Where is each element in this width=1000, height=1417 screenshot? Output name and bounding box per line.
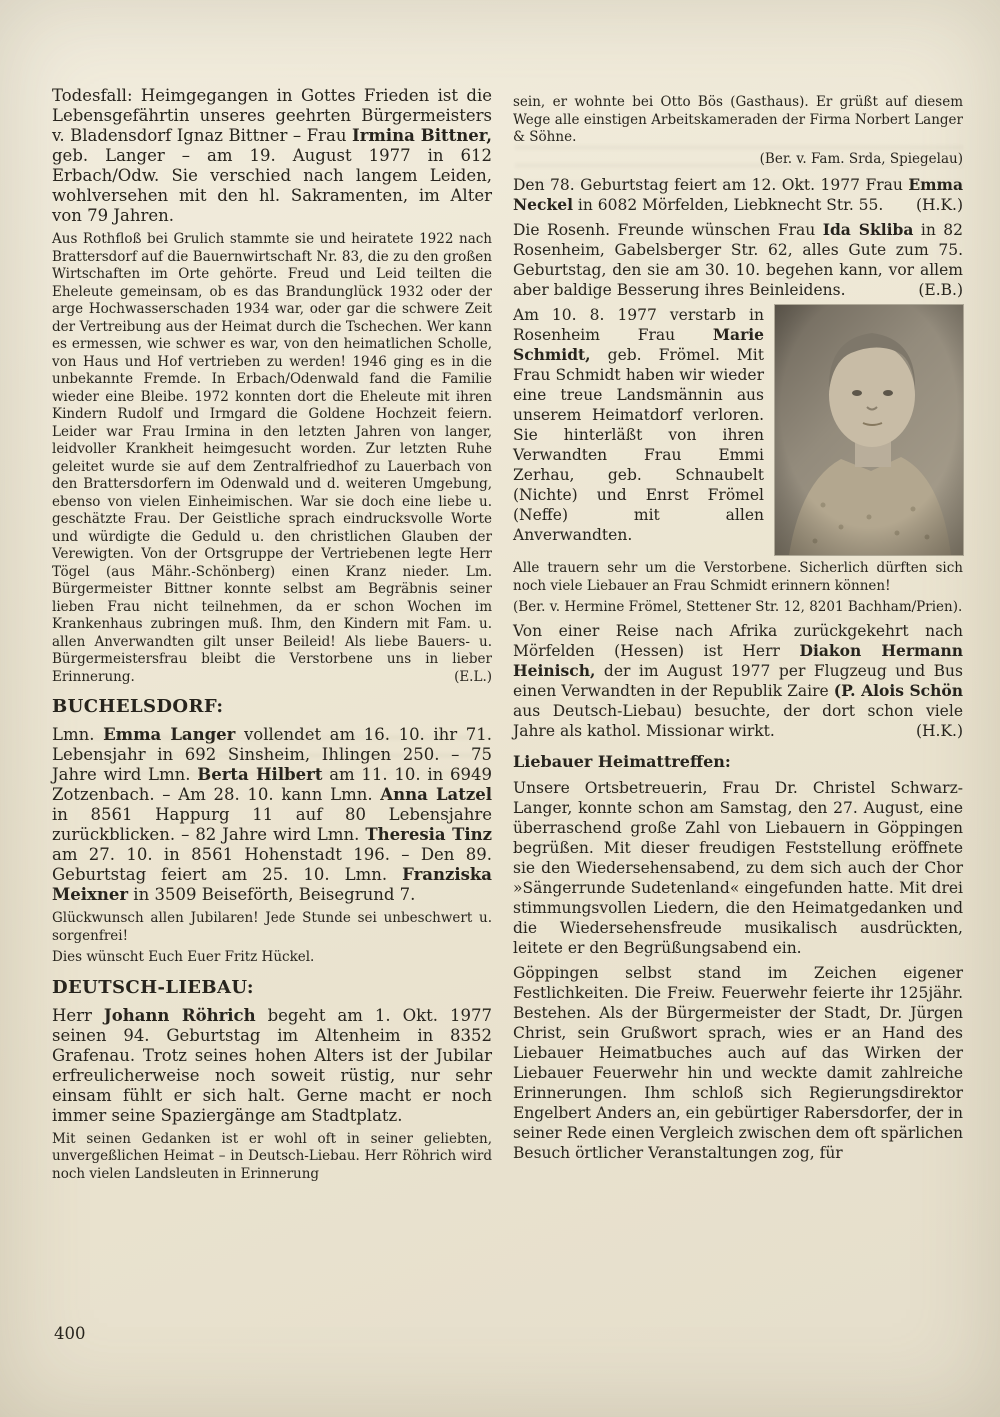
text-run: sein, er wohnte bei Otto Bös (Gasthaus). Er grüßt auf diesem Wege alle einstigen Arbeitskameraden der Firma Norbert Langer & Söhne. <box>513 94 963 145</box>
bold-name: Anna Latzel <box>380 785 493 804</box>
right-column <box>513 94 963 1168</box>
text-run: BUCHELSDORF: <box>52 696 224 717</box>
text-run: Glückwunsch allen Jubilaren! Jede Stunde sei unbeschwert u. sorgenfrei! <box>52 910 492 944</box>
paragraph <box>513 560 963 595</box>
bold-name: Berta Hilbert <box>197 765 323 784</box>
portrait-photo <box>775 305 963 555</box>
text-run: vollendet am 16. 10. ihr 71. Lebensjahr in 692 Sinsheim, Ihlingen 250. – 75 Jahre wird Lmn. <box>52 725 492 784</box>
text-run: der im August 1977 per Flugzeug und Bus einen Verwandten in der Republik Zaire <box>513 661 963 700</box>
text-run: Alle trauern sehr um die Verstorbene. Sicherlich dürften sich noch viele Liebauer an Frau Schmidt erinnern können! <box>513 560 963 594</box>
attribution: (H.K.) <box>915 721 963 740</box>
paragraph <box>52 949 492 967</box>
text-run: Göppingen selbst stand im Zeichen eigener Festlichkeiten. Die Freiw. Feuerwehr feierte ihr 125jähr. Bestehen. Als der Bürgermeister der Stadt, Dr. Jürgen Christ, sein Grußwort sprach, wies er an Hand des Liebauer Heimatbuches auch auf das Wirken der Liebauer Feuerwehr hin und weckte damit zahlreiche Erinnerungen. Ihm schloß sich Regierungsdirektor Engelbert Anders an, ein gebürtiger Rabersdorfer, der in seiner Rede einen Vergleich zwischen dem oft spärlichen Besuch örtlicher Veranstaltungen zog, für <box>513 963 963 1162</box>
paragraph <box>513 94 963 147</box>
text-run: Liebauer Heimattreffen: <box>513 751 731 771</box>
paragraph <box>52 1006 492 1126</box>
text-run: Herr <box>52 1005 104 1025</box>
text-run: (Ber. v. Fam. Srda, Spiegelau) <box>759 150 963 167</box>
text-run: (Ber. v. Hermine Frömel, Stettener Str. 12, 8201 Bachham/Prien). <box>513 599 963 615</box>
paragraph <box>52 1131 492 1184</box>
paragraph <box>52 725 492 905</box>
text-run: Mit seinen Gedanken ist er wohl oft in seiner geliebten, unvergeßlichen Heimat – in Deutsch-Liebau. Herr Röhrich wird noch vielen Landsleuten in Erinnerung <box>52 1130 492 1182</box>
bold-name: Irmina Bittner, <box>351 126 492 145</box>
section-heading <box>52 977 492 999</box>
text-run: Dies wünscht Euch Euer Fritz Hückel. <box>52 949 315 965</box>
text-run: geb. Langer – am 19. August 1977 in 612 Erbach/Odw. Sie verschied nach langem Leiden, wohlversehen mit den hl. Sakramenten, im Alter von 79 Jahren. <box>52 146 492 225</box>
bold-name: Ida Skliba <box>822 220 914 239</box>
text-run: in 6082 Mörfelden, Liebknecht Str. 55. <box>572 196 884 214</box>
bold-name: Franziska Meixner <box>52 865 492 904</box>
text-run: aus Deutsch-Liebau) besuchte, der dort schon viele Jahre als kathol. Missionar wirkt. <box>513 701 963 740</box>
left-column <box>52 86 492 1187</box>
paragraph <box>513 220 963 300</box>
text-run: Den 78. Geburtstag feiert am 12. Okt. 1977 Frau <box>513 176 909 194</box>
obituary-with-photo <box>513 305 963 555</box>
attribution: (H.K.) <box>915 196 963 214</box>
paragraph <box>513 305 764 545</box>
paragraph <box>52 86 492 226</box>
text-run: Am 10. 8. 1977 verstarb in Rosenheim Frau <box>513 306 764 344</box>
text-run: Lmn. <box>52 725 104 744</box>
text-run: Die Rosenh. Freunde wünschen Frau <box>513 221 823 239</box>
text-run: Aus Rothfloß bei Grulich stammte sie und heiratete 1922 nach Brattersdorf auf die Bauernwirtschaft Nr. 83, die zu den großen Wirtschaften im Orte gehörte. Freud und Leid teilten die Eheleute gemeinsam, ob es das Brandunglück 1932 oder der arge Hochwasserschaden 1934 war, oder gar die schwere Zeit der Vertreibung aus der Heimat durch die Tschechen. Wer kann es ermessen, wie schwer es war, von den heimatlichen Scholle, von Haus und Hof vertrieben zu werden! 1946 ging es in die unbekannte Fremde. In Erbach/Odenwald fand die Familie wieder eine Bleibe. 1972 konnten dort die Eheleute mit ihren Kindern Rudolf und Irmgard die Goldene Hochzeit feiern. Leider war Frau Irmina in den letzten Jahren von langer, leidvoller Krankheit heimgesucht worden. Zur letzten Ruhe geleitet wurde sie auf dem Zentralfriedhof zu Lauerbach von den Brattersdorfern im Odenwald und d. weiteren Umgebung, ebenso von vielen Einheimischen. War sie doch eine liebe u. geschätzte Frau. Der Geistliche sprach eindrucksvolle Worte und würdigte die Geduld u. den christlichen Glauben der Verewigten. Von der Ortsgruppe der Vertriebenen legte Herr Tögel (aus Mähr.-Schönberg) einen Kranz nieder. Lm. Bürgermeister Bittner konnte selbst am Begräbnis seiner lieben Frau nicht teilnehmen, da er schon Wochen im Krankenhaus zubringen muß. Ihm, den Kindern mit Fam. u. allen Anverwandten gilt unser Beileid! Als liebe Bauers- u. Bürgermeistersfrau bleibt die Verstorbene uns in lieber Erinnerung. <box>52 231 492 685</box>
text-run: in 82 Rosenheim, Gabelsberger Str. 62, alles Gute zum 75. Geburtstag, den sie am 30. 10. begehen kann, vor allem aber baldige Besserung ihres Beinleidens. <box>513 221 963 299</box>
attribution: (E.L.) <box>454 668 492 685</box>
text-run: Todesfall: Heimgegangen in Gottes Frieden ist die Lebensgefährtin unseres geehrten Bürgermeisters v. Bladensdorf Ignaz Bittner – Frau <box>52 86 492 145</box>
attribution-line <box>513 151 963 169</box>
text-run: Von einer Reise nach Afrika zurückgekehrt nach Mörfelden (Hessen) ist Herr <box>513 621 963 660</box>
bold-name: (P. Alois Schön <box>833 680 963 700</box>
page-number: 400 <box>54 1324 86 1343</box>
bold-name: Johann Röhrich <box>103 1005 256 1025</box>
paragraph <box>52 231 492 686</box>
text-run: am 11. 10. in 6949 Zotzenbach. – Am 28. 10. kann Lmn. <box>52 765 493 804</box>
text-run: geb. Frömel. Mit Frau Schmidt haben wir wieder eine treue Landsmännin aus unserem Heimatdorf verloren. Sie hinterläßt von ihren Verwandten Frau Emmi Zerhau, geb. Schnaubelt (Nichte) und Enrst Frömel (Neffe) mit allen Anverwandten. <box>513 346 764 544</box>
paragraph <box>513 621 963 741</box>
bold-name: Theresia Tinz <box>365 825 492 844</box>
attribution: (E.B.) <box>918 281 963 299</box>
section-heading <box>52 696 492 718</box>
text-run: DEUTSCH-LIEBAU: <box>52 976 254 998</box>
text-run: in 8561 Happurg 11 auf 80 Lebensjahre zurückblicken. – 82 Jahre wird Lmn. <box>52 805 492 844</box>
bold-name: Marie Schmidt, <box>513 325 764 364</box>
paragraph <box>513 175 963 215</box>
bold-name: Emma Neckel <box>513 175 963 214</box>
text-run: am 27. 10. in 8561 Hohenstadt 196. – Den 89. Geburtstag feiert am 25. 10. Lmn. <box>52 845 492 884</box>
text-run: in 3509 Beiseförth, Beisegrund 7. <box>128 885 416 904</box>
paragraph <box>513 778 963 958</box>
text-run: begeht am 1. Okt. 1977 seinen 94. Geburtstag im Altenheim in 8352 Grafenau. Trotz seines hohen Alters ist der Jubilar erfreulicherweise noch soweit rüstig, nur sehr einsam fühlt er sich halt. Gerne macht er noch immer seine Spaziergänge am Stadtplatz. <box>52 1005 492 1125</box>
bold-name: Emma Langer <box>103 725 236 744</box>
section-heading <box>513 751 963 772</box>
paragraph <box>513 963 963 1163</box>
paragraph <box>52 910 492 945</box>
text-run: Unsere Ortsbetreuerin, Frau Dr. Christel Schwarz-Langer, konnte schon am Samstag, den 27. August, eine überraschend große Zahl von Liebauern in Göppingen begrüßen. Mit dieser freudigen Feststellung eröffnete sie den Wiedersehensabend, zu dem sich auch der Chor »Sängerrunde Sudetenland« eingefunden hatte. Mit drei stimmungsvollen Liedern, die den Heimatgedanken und die Wiedersehensfreude musikalisch ausdrückten, leitete er den Begrüßungsabend ein. <box>513 778 963 957</box>
paragraph <box>513 599 963 617</box>
bold-name: Diakon Hermann Heinisch, <box>513 640 963 680</box>
